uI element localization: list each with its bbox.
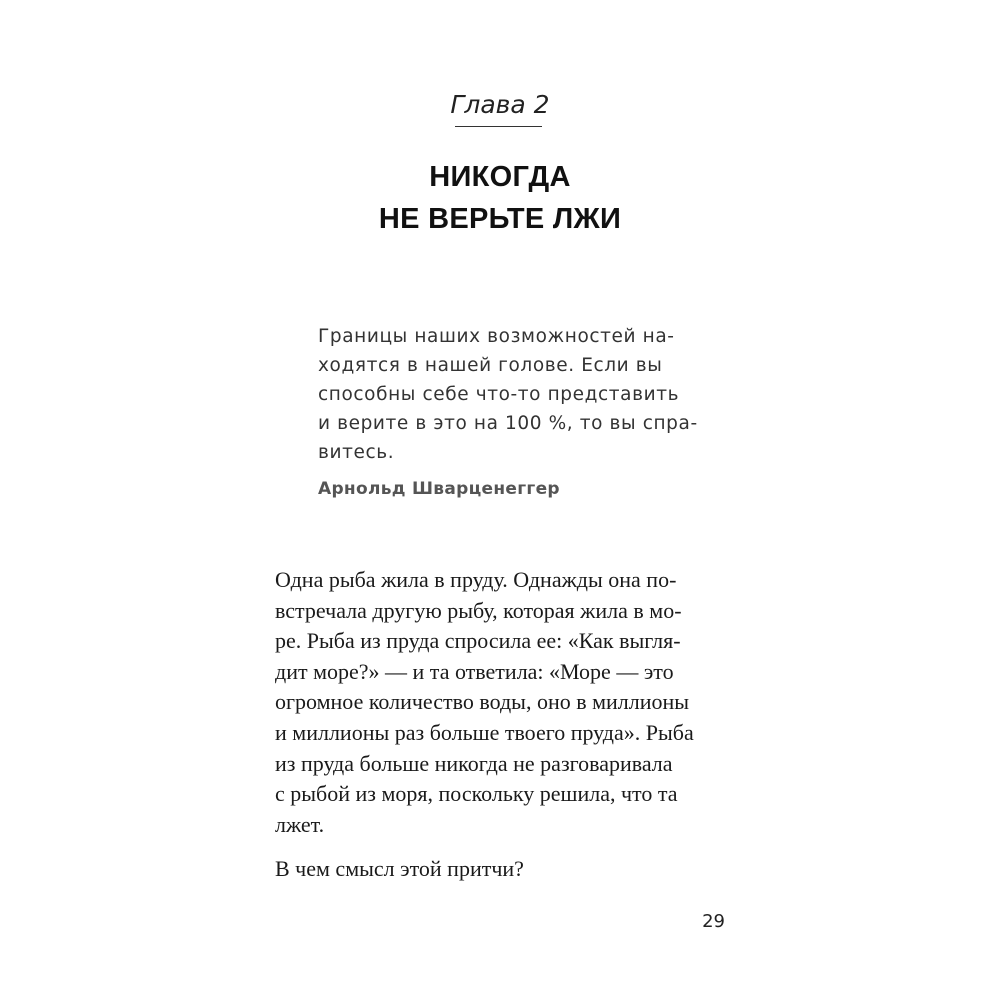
body-line: ре. Рыба из пруда спросила ее: «Как выгля-	[275, 628, 681, 654]
page-number: 29	[702, 911, 725, 932]
chapter-title-line: НИКОГДА	[429, 161, 571, 193]
body-paragraph	[275, 565, 730, 840]
epigraph-line: Границы наших возможностей на-	[318, 326, 675, 347]
chapter-underline	[455, 126, 542, 127]
chapter-label: Глава 2	[450, 90, 550, 119]
body-line: огромное количество воды, оно в миллионы	[275, 689, 690, 715]
epigraph-quote	[318, 322, 698, 467]
body-line: встречала другую рыбу, которая жила в мо-	[275, 597, 682, 623]
body-line: с рыбой из моря, поскольку решила, что та	[275, 781, 678, 807]
question-paragraph: В чем смысл этой притчи?	[275, 856, 524, 881]
chapter-title-line: НЕ ВЕРЬТЕ ЛЖИ	[378, 203, 622, 235]
body-line: Одна рыба жила в пруду. Однажды она по-	[275, 567, 677, 592]
body-line: из пруда больше никогда не разговаривала	[275, 750, 673, 776]
epigraph-line: ходятся в нашей голове. Если вы	[318, 355, 663, 376]
epigraph-line: способны себе что-то представить	[318, 384, 680, 405]
epigraph-line: и верите в это на 100 %, то вы спра-	[318, 413, 698, 434]
body-line: и миллионы раз больше твоего пруда». Рыба	[275, 719, 694, 745]
epigraph-line: витесь.	[318, 442, 395, 463]
chapter-title	[0, 156, 1000, 240]
epigraph-author: Арнольд Шварценеггер	[318, 479, 560, 499]
body-line: дит море?» — и та ответила: «Море — это	[275, 658, 674, 684]
body-line: лжет.	[275, 811, 325, 837]
